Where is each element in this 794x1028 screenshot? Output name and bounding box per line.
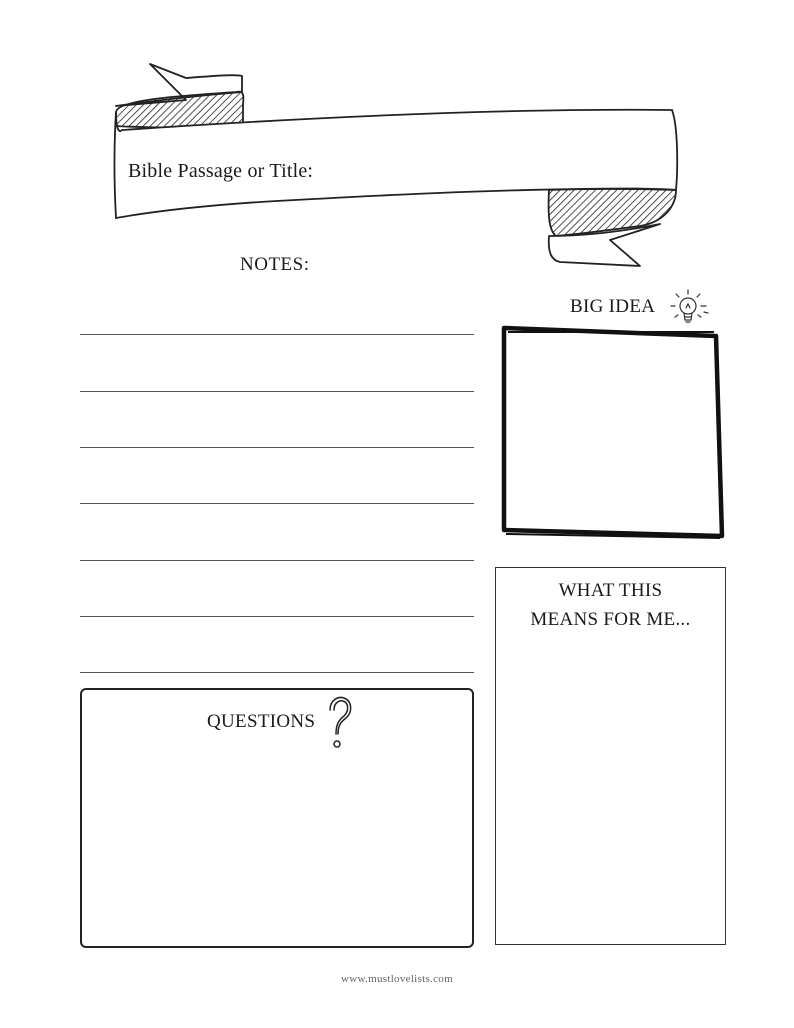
big-idea-box[interactable] <box>494 320 734 548</box>
notes-heading: NOTES: <box>240 254 310 275</box>
bible-passage-label: Bible Passage or Title: <box>128 160 314 182</box>
question-mark-icon <box>324 694 356 754</box>
big-idea-label: BIG IDEA <box>570 296 656 317</box>
notes-line[interactable] <box>80 334 474 335</box>
footer-url: www.mustlovelists.com <box>341 973 453 985</box>
questions-label: QUESTIONS <box>207 711 316 732</box>
notes-line[interactable] <box>80 560 474 561</box>
notes-line[interactable] <box>80 447 474 448</box>
ribbon-right-fold <box>549 189 676 237</box>
means-for-me-line2: MEANS FOR ME... <box>530 609 691 630</box>
means-for-me-title <box>495 576 726 634</box>
ribbon-left-fold <box>116 92 243 128</box>
title-ribbon-banner <box>0 0 794 280</box>
notes-line[interactable] <box>80 672 474 673</box>
means-for-me-line1: WHAT THIS <box>558 580 663 601</box>
notes-line[interactable] <box>80 503 474 504</box>
notes-line[interactable] <box>80 616 474 617</box>
notes-line[interactable] <box>80 391 474 392</box>
